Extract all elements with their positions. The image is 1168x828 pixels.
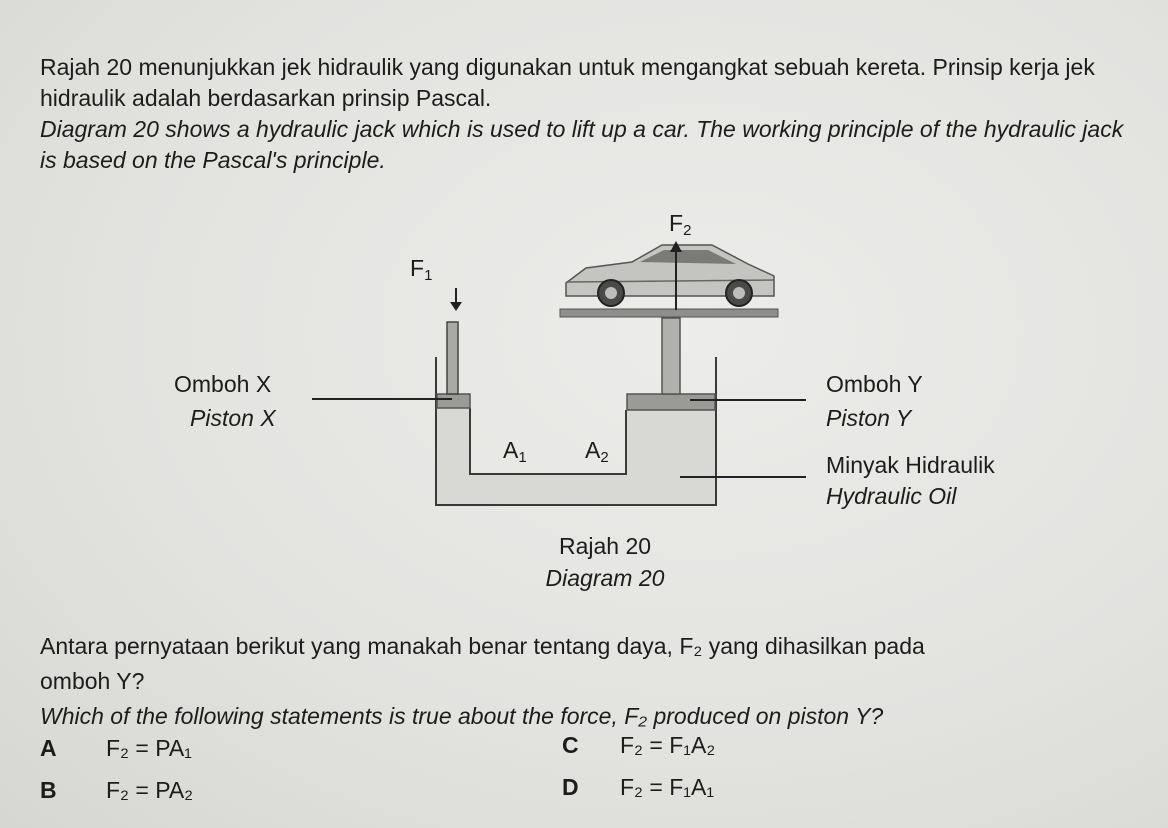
piston-x-label-english: Piston X (190, 405, 276, 431)
intro-malay: Rajah 20 menunjukkan jek hidraulik yang digunakan untuk mengangkat sebuah kereta. Prinsip kerja jek hidraulik adalah berdasarkan prinsip Pascal. (40, 54, 1095, 111)
diagram-caption-english: Diagram 20 (545, 565, 665, 591)
option-a-formula: F₂ = PA₁ (106, 735, 192, 761)
a2-label: $A_2$ (585, 437, 609, 466)
intro-english: Diagram 20 shows a hydraulic jack which is used to lift up a car. The working principle of the hydraulic jack is based on the Pascal's principle. (40, 116, 1124, 173)
a1-label: $A_1$ (503, 437, 527, 466)
option-c-letter: C (562, 732, 579, 758)
f1-arrow (450, 288, 462, 311)
option-d-letter: D (562, 774, 579, 800)
option-b-letter: B (40, 777, 57, 803)
f1-label: $F_1$ (410, 255, 433, 284)
oil-label-english: Hydraulic Oil (826, 483, 957, 509)
option-a-letter: A (40, 735, 57, 761)
piston-x (437, 322, 470, 408)
option-d[interactable] (562, 774, 714, 801)
option-c[interactable] (562, 732, 715, 759)
option-a[interactable] (40, 735, 192, 762)
car-icon (566, 245, 774, 306)
hydraulic-oil-fill (437, 408, 715, 504)
option-c-formula: F₂ = F₁A₂ (620, 732, 716, 758)
piston-x-label-malay: Omboh X (174, 371, 272, 397)
f2-label: $F_2$ (669, 210, 692, 239)
option-b-formula: F₂ = PA₂ (106, 777, 194, 803)
option-d-formula: F₂ = F₁A₁ (620, 774, 715, 800)
option-b[interactable] (40, 777, 193, 804)
diagram-caption-malay: Rajah 20 (558, 533, 652, 559)
piston-y-label-malay: Omboh Y (826, 371, 923, 397)
question-english: Which of the following statements is true about the force, F₂ produced on piston Y? (40, 703, 884, 729)
question-malay-line2: omboh Y? (40, 668, 145, 694)
piston-y-label-english: Piston Y (826, 405, 912, 431)
question-malay-line1: Antara pernyataan berikut yang manakah benar tentang daya, F₂ yang dihasilkan pada (40, 633, 925, 659)
oil-label-malay: Minyak Hidraulik (826, 452, 995, 478)
piston-y (560, 309, 778, 410)
